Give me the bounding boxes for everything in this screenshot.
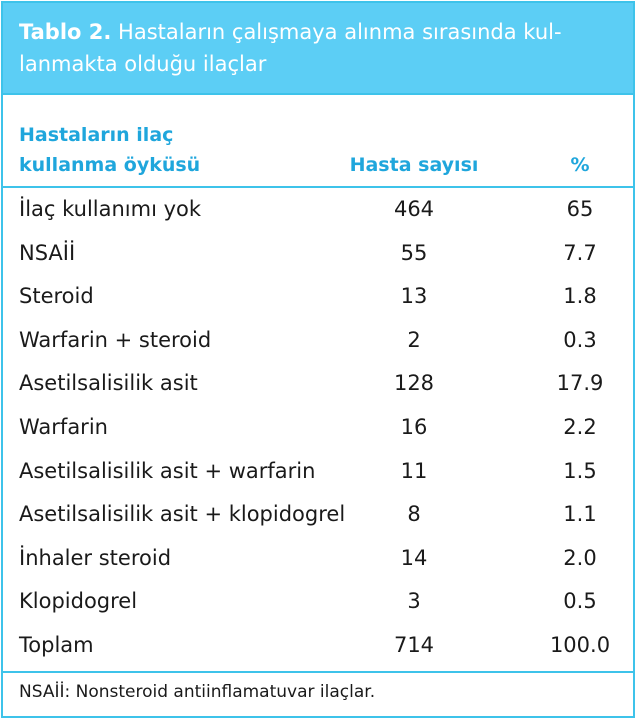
cell-count: 464 [393,197,435,221]
footer-divider [3,671,633,673]
table-row-total [3,624,633,668]
cell-drug: İnhaler steroid [19,545,172,570]
header-drug-history [19,120,200,180]
table-row [3,580,633,624]
cell-count: 11 [400,458,428,483]
cell-drug: Asetilsalisilik asit + klopidogrel [19,502,346,527]
table-row [3,188,633,232]
header-patient-count: Hasta sayısı [349,154,479,176]
table-row [3,319,633,363]
table-body [3,188,633,668]
table-row [3,450,633,494]
cell-count: 13 [400,284,428,309]
cell-drug: Toplam [19,632,94,657]
cell-drug: Warfarin [19,414,108,439]
table-title [19,16,619,80]
cell-drug: Asetilsalisilik asit [19,371,198,396]
table-row [3,275,633,319]
cell-percent: 0.5 [563,589,597,614]
header-drug-history-line-1: Hastaların ilaç [19,124,174,146]
cell-count: 14 [400,545,428,570]
cell-drug: Steroid [19,284,94,309]
cell-count: 128 [393,371,435,396]
cell-count: 3 [407,589,421,614]
table-row [3,362,633,406]
cell-percent: 1.1 [563,502,597,527]
header-drug-history-line-2: kullanma öyküsü [19,154,201,176]
cell-drug: Warfarin + steroid [19,327,212,352]
cell-percent: 17.9 [556,371,604,396]
cell-count: 8 [407,502,421,527]
title-band [3,3,633,95]
cell-percent: 1.8 [563,284,597,309]
cell-count: 55 [400,240,428,265]
title-line-2: lanmakta olduğu ilaçlar [19,52,267,76]
cell-drug: İlaç kullanımı yok [19,197,202,221]
cell-percent: 65 [566,197,594,221]
table-frame [1,1,635,718]
cell-percent: 2.0 [563,545,597,570]
cell-percent: 1.5 [563,458,597,483]
cell-percent: 100.0 [549,632,611,657]
cell-drug: Asetilsalisilik asit + warfarin [19,458,316,483]
cell-count: 2 [407,327,421,352]
cell-drug: Klopidogrel [19,589,138,614]
table-row [3,406,633,450]
table-row [3,493,633,537]
title-line-1-text: Hastaların çalışmaya alınma sırasında kul- [111,20,562,44]
cell-count: 714 [393,632,435,657]
cell-percent: 7.7 [563,240,597,265]
title-line-1 [19,16,619,48]
table-row [3,232,633,276]
cell-percent: 0.3 [563,327,597,352]
table-footnote: NSAİİ: Nonsteroid antiinflamatuvar ilaçlar. [19,682,376,702]
title-lead: Tablo 2. [19,20,112,44]
cell-drug: NSAİİ [19,240,76,265]
cell-count: 16 [400,414,428,439]
cell-percent: 2.2 [563,414,597,439]
header-percent: % [570,154,590,176]
table-row [3,537,633,581]
